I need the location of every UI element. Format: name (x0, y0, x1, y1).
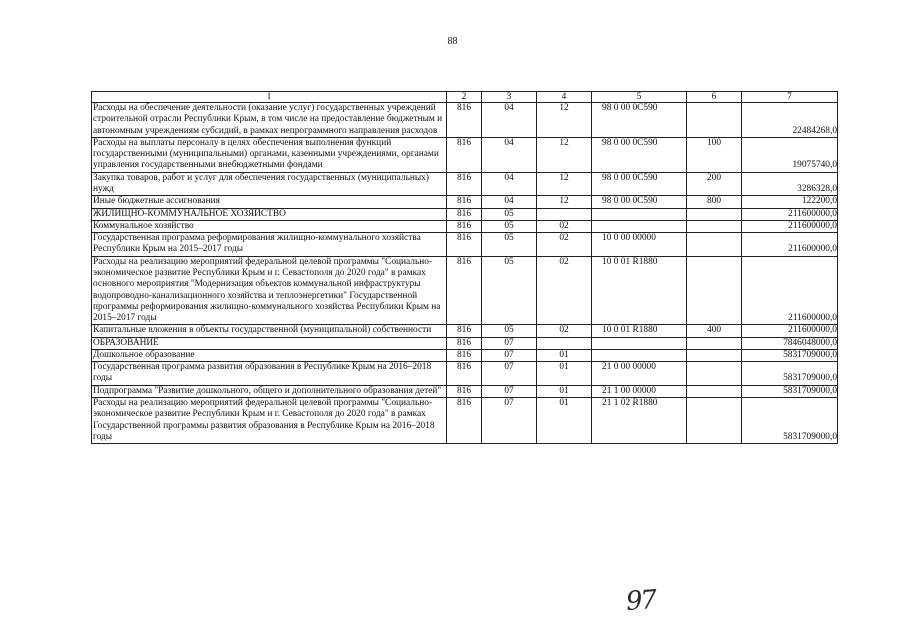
row-section-cell: 04 (482, 196, 537, 208)
row-type-cell (687, 337, 742, 349)
row-subsection-cell: 12 (537, 172, 592, 196)
row-name-cell: Государственная программа развития образования в Республике Крым на 2016–2018 годы (92, 362, 447, 386)
row-subsection-cell: 12 (537, 137, 592, 172)
row-section-cell: 05 (482, 256, 537, 325)
row-type-cell (687, 349, 742, 361)
header-cell: 4 (537, 92, 592, 103)
table-row (92, 362, 838, 386)
row-name-cell: Расходы на обеспечение деятельности (оказание услуг) государственных учреждений строительной отрасли Республики Крым, в том числе на предоставление бюджетным и автономным учреждениям субсидий, в рамках непрограммного направления расходов (92, 103, 447, 138)
row-name-cell: Подпрограмма "Развитие дошкольного, общего и дополнительного образования детей" (92, 385, 447, 397)
row-type-cell (687, 103, 742, 138)
row-amount-cell: 7846048000,0 (742, 337, 838, 349)
row-subsection-cell (537, 208, 592, 220)
row-amount-cell: 3286328,0 (742, 172, 838, 196)
row-subsection-cell: 12 (537, 103, 592, 138)
handwritten-page-number: 97 (624, 585, 657, 617)
row-target-cell: 98 0 00 0С590 (592, 172, 687, 196)
row-amount-cell: 211600000,0 (742, 208, 838, 220)
header-cell: 7 (742, 92, 838, 103)
table-row (92, 385, 838, 397)
row-section-cell: 07 (482, 362, 537, 386)
row-target-cell: 10 0 00 00000 (592, 233, 687, 257)
table-row (92, 349, 838, 361)
row-subsection-cell: 12 (537, 196, 592, 208)
row-subsection-cell: 02 (537, 233, 592, 257)
row-code-cell: 816 (447, 325, 482, 337)
row-subsection-cell: 02 (537, 220, 592, 232)
row-code-cell: 816 (447, 362, 482, 386)
row-target-cell: 10 0 01 R1880 (592, 325, 687, 337)
table-row (92, 256, 838, 325)
row-section-cell: 04 (482, 172, 537, 196)
row-section-cell: 07 (482, 398, 537, 444)
row-name-cell: Расходы на реализацию мероприятий федеральной целевой программы "Социально-экономическое развитие Республики Крым и г. Севастополя до 2020 года" в рамках Государственной программы развития образования в Республике Крым на 2016–2018 годы (92, 398, 447, 444)
row-target-cell: 21 1 02 R1880 (592, 398, 687, 444)
row-target-cell: 98 0 00 0С590 (592, 103, 687, 138)
table-row (92, 220, 838, 232)
row-subsection-cell (537, 337, 592, 349)
row-name-cell: Дошкольное образование (92, 349, 447, 361)
row-subsection-cell: 02 (537, 325, 592, 337)
row-name-cell: Коммунальное хозяйство (92, 220, 447, 232)
row-amount-cell: 211600000,0 (742, 233, 838, 257)
row-subsection-cell: 02 (537, 256, 592, 325)
row-amount-cell: 19075740,0 (742, 137, 838, 172)
row-type-cell (687, 385, 742, 397)
header-cell: 6 (687, 92, 742, 103)
row-code-cell: 816 (447, 256, 482, 325)
row-name-cell: Расходы на реализацию мероприятий федеральной целевой программы "Социально-экономическое развитие Республики Крым и г. Севастополя до 2020 года" в рамках основного мероприятия "Модернизация объектов коммунальной инфраструктуры водопроводно-канализационного хозяйства и теплоэнергетики" Государственной программы реформирования жилищно-коммунального хозяйства Республики Крым на 2015–2017 годы (92, 256, 447, 325)
row-section-cell: 05 (482, 325, 537, 337)
row-code-cell: 816 (447, 220, 482, 232)
row-section-cell: 05 (482, 220, 537, 232)
row-section-cell: 05 (482, 208, 537, 220)
table-row (92, 137, 838, 172)
row-type-cell (687, 233, 742, 257)
table-header-row (92, 92, 838, 103)
row-name-cell: Капитальные вложения в объекты государственной (муниципальной) собственности (92, 325, 447, 337)
row-type-cell: 400 (687, 325, 742, 337)
row-code-cell: 816 (447, 385, 482, 397)
row-subsection-cell: 01 (537, 362, 592, 386)
row-amount-cell: 5831709000,0 (742, 349, 838, 361)
row-name-cell: Иные бюджетные ассигнования (92, 196, 447, 208)
row-name-cell: Расходы на выплаты персоналу в целях обеспечения выполнения функций государственными (муниципальными) органами, казенными учреждениями, органами управления государственными внебюджетными фондами (92, 137, 447, 172)
row-target-cell (592, 337, 687, 349)
table-row (92, 103, 838, 138)
row-amount-cell: 211600000,0 (742, 325, 838, 337)
row-code-cell: 816 (447, 208, 482, 220)
row-name-cell: ЖИЛИЩНО-КОММУНАЛЬНОЕ ХОЗЯЙСТВО (92, 208, 447, 220)
row-type-cell (687, 220, 742, 232)
row-section-cell: 07 (482, 385, 537, 397)
table-row (92, 196, 838, 208)
row-target-cell: 21 1 00 00000 (592, 385, 687, 397)
row-amount-cell: 211600000,0 (742, 220, 838, 232)
table-row (92, 398, 838, 444)
row-name-cell: ОБРАЗОВАНИЕ (92, 337, 447, 349)
row-target-cell (592, 220, 687, 232)
table-row (92, 325, 838, 337)
row-section-cell: 04 (482, 137, 537, 172)
row-name-cell: Закупка товаров, работ и услуг для обеспечения государственных (муниципальных) нужд (92, 172, 447, 196)
row-type-cell: 800 (687, 196, 742, 208)
row-code-cell: 816 (447, 103, 482, 138)
row-amount-cell: 5831709000,0 (742, 385, 838, 397)
row-type-cell (687, 398, 742, 444)
row-target-cell (592, 349, 687, 361)
header-cell: 3 (482, 92, 537, 103)
page-number: 88 (447, 36, 458, 47)
row-amount-cell: 22484268,0 (742, 103, 838, 138)
header-cell: 1 (92, 92, 447, 103)
row-amount-cell: 211600000,0 (742, 256, 838, 325)
row-code-cell: 816 (447, 398, 482, 444)
row-type-cell: 100 (687, 137, 742, 172)
row-code-cell: 816 (447, 337, 482, 349)
table-row (92, 233, 838, 257)
header-cell: 5 (592, 92, 687, 103)
row-section-cell: 05 (482, 233, 537, 257)
row-code-cell: 816 (447, 349, 482, 361)
row-amount-cell: 122200,0 (742, 196, 838, 208)
row-name-cell: Государственная программа реформирования жилищно-коммунального хозяйства Республики Крым на 2015–2017 годы (92, 233, 447, 257)
row-type-cell: 200 (687, 172, 742, 196)
row-section-cell: 07 (482, 337, 537, 349)
table-body (92, 103, 838, 444)
row-target-cell: 98 0 00 0С590 (592, 137, 687, 172)
row-amount-cell: 5831709000,0 (742, 398, 838, 444)
row-code-cell: 816 (447, 196, 482, 208)
table-row (92, 337, 838, 349)
row-target-cell: 21 0 00 00000 (592, 362, 687, 386)
row-target-cell: 98 0 00 0С590 (592, 196, 687, 208)
table-row (92, 208, 838, 220)
row-type-cell (687, 208, 742, 220)
row-code-cell: 816 (447, 172, 482, 196)
row-subsection-cell: 01 (537, 398, 592, 444)
row-code-cell: 816 (447, 137, 482, 172)
row-section-cell: 07 (482, 349, 537, 361)
row-type-cell (687, 362, 742, 386)
header-cell: 2 (447, 92, 482, 103)
row-type-cell (687, 256, 742, 325)
row-subsection-cell: 01 (537, 385, 592, 397)
row-code-cell: 816 (447, 233, 482, 257)
row-target-cell: 10 0 01 R1880 (592, 256, 687, 325)
table-row (92, 172, 838, 196)
row-amount-cell: 5831709000,0 (742, 362, 838, 386)
row-subsection-cell: 01 (537, 349, 592, 361)
budget-table (91, 91, 838, 444)
row-section-cell: 04 (482, 103, 537, 138)
row-target-cell (592, 208, 687, 220)
